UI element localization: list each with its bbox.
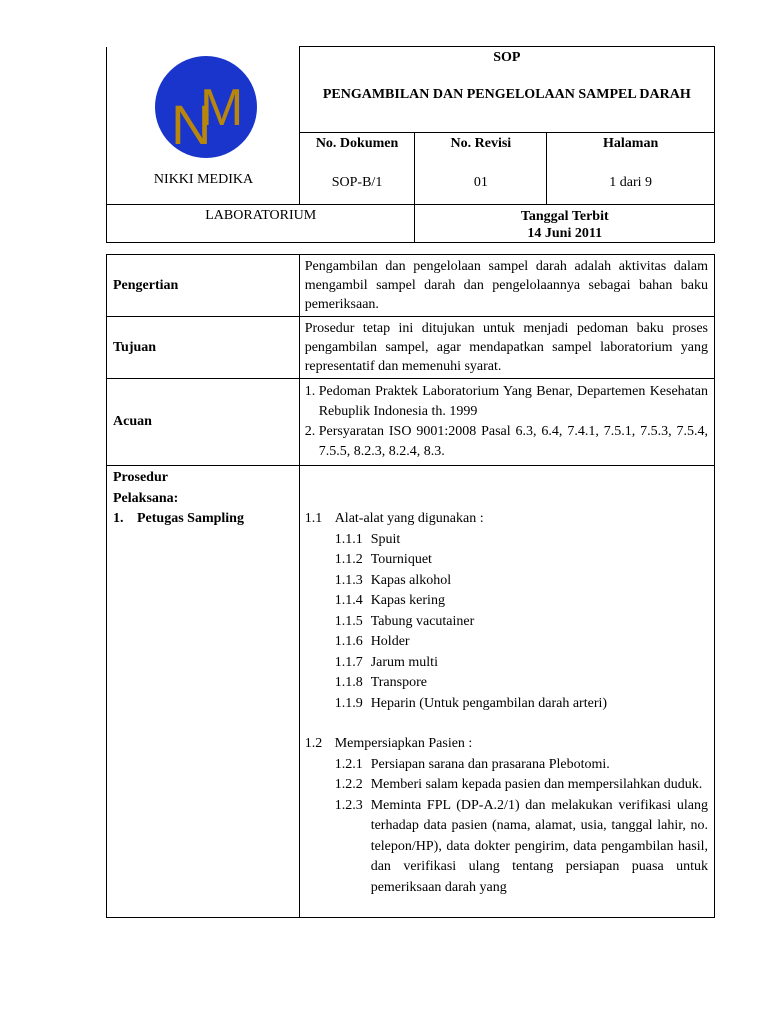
- item-text: Kapas kering: [370, 593, 445, 608]
- item-text: Transpore: [370, 675, 427, 690]
- department: LABORATORIUM: [107, 205, 415, 243]
- logo-letter-n: N: [171, 92, 212, 156]
- issue-date: 14 Juni 2011: [527, 226, 603, 241]
- prosedur-label-1: Prosedur: [113, 470, 168, 485]
- list-item: [335, 755, 708, 776]
- item-num: 1.2.2: [334, 777, 363, 792]
- list-item: [335, 653, 708, 674]
- label-acuan: Acuan: [107, 379, 300, 466]
- page-label: Halaman: [547, 133, 715, 169]
- issue-date-label: Tanggal Terbit: [520, 209, 609, 224]
- item-text: Heparin (Untuk pengambilan darah arteri): [370, 695, 608, 711]
- item-text: Jarum multi: [370, 654, 438, 670]
- row-tujuan: [107, 317, 715, 379]
- label-pengertian: Pengertian: [107, 255, 300, 317]
- item-num: 1.1.7: [334, 654, 363, 670]
- tools-list: [305, 530, 708, 715]
- section-1-2-heading: [305, 734, 708, 755]
- row-acuan: [107, 379, 715, 466]
- list-item: [335, 694, 708, 715]
- list-item: [335, 632, 708, 653]
- list-item: [335, 796, 708, 899]
- section-num: 1.2: [304, 736, 323, 751]
- list-item: [335, 775, 708, 796]
- list-item: [335, 673, 708, 694]
- item-text: Holder: [370, 634, 410, 649]
- text-tujuan: Prosedur tetap ini ditujukan untuk menjadi pedoman baku proses pengambilan sampel, agar mendapatkan sampel laboratorium yang representatif dan memenuhi syarat.: [299, 317, 714, 379]
- item-num: 1.1.2: [334, 552, 363, 567]
- list-text: Pedoman Praktek Laboratorium Yang Benar, Departemen Kesehatan Rebuplik Indonesia th. 1999: [318, 384, 708, 419]
- list-item: [335, 550, 708, 571]
- prosedur-label-2: Pelaksana:: [113, 490, 179, 506]
- section-num: 1.1: [304, 511, 323, 526]
- patient-prep-list: [305, 755, 708, 899]
- label-tujuan: Tujuan: [107, 317, 300, 379]
- issue-date-cell: [415, 205, 715, 243]
- item-num: 1.1.9: [334, 695, 363, 711]
- section-1-1-heading: [305, 509, 708, 530]
- item-num: 1.2.1: [334, 756, 363, 772]
- nikki-medika-logo: [107, 47, 300, 172]
- item-num: 1.1.1: [334, 531, 363, 547]
- rev-no-value: 01: [415, 169, 547, 205]
- label-prosedur: [107, 466, 300, 918]
- item-text: Meminta FPL (DP-A.2/1) dan melakukan verifikasi ulang terhadap data pasien (nama, alamat, usia, tanggal lahir, no. telepon/HP), data dokter pengirim, data pengambilan hasil, dan verifikasi ulang tentang persiapan puasa untuk pemeriksaan darah yang: [370, 797, 708, 895]
- logo-letter-m: M: [200, 78, 244, 137]
- row-prosedur: [107, 466, 715, 918]
- title-cell: [299, 47, 714, 133]
- section-title: Mempersiapkan Pasien :: [334, 736, 473, 751]
- list-num: 2.: [304, 424, 316, 439]
- list-text: Persyaratan ISO 9001:2008 Pasal 6.3, 6.4, 7.4.1, 7.5.1, 7.5.3, 7.5.4, 7.5.5, 8.2.3, 8.2.4, 8.3.: [318, 424, 708, 459]
- content-table: [106, 254, 715, 918]
- row-pengertian: [107, 255, 715, 317]
- page-value: 1 dari 9: [547, 169, 715, 205]
- item-num: 1.1.8: [334, 675, 363, 690]
- header-table: [106, 46, 715, 243]
- sop-label: SOP: [493, 50, 521, 65]
- role-name: Petugas Sampling: [137, 511, 244, 526]
- corner-gap: [106, 44, 286, 46]
- logo-cell: [107, 47, 300, 205]
- item-num: 1.1.3: [334, 572, 363, 588]
- item-num: 1.1.5: [334, 613, 363, 629]
- acuan-list: [299, 379, 714, 466]
- rev-no-label: No. Revisi: [415, 133, 547, 169]
- item-text: Tourniquet: [370, 552, 432, 567]
- item-text: Persiapan sarana dan prasarana Plebotomi.: [370, 756, 610, 772]
- list-item: [305, 422, 708, 462]
- section-title: Alat-alat yang digunakan :: [334, 511, 484, 526]
- list-item: [335, 612, 708, 633]
- doc-no-label: No. Dokumen: [299, 133, 415, 169]
- text-pengertian: Pengambilan dan pengelolaan sampel darah adalah aktivitas dalam mengambil sampel darah dan pengelolaannya sebagai bahan baku pemeriksaan.: [299, 255, 714, 317]
- doc-title: PENGAMBILAN DAN PENGELOLAAN SAMPEL DARAH: [322, 87, 691, 102]
- list-item: [335, 591, 708, 612]
- company-name: NIKKI MEDIKA: [153, 171, 254, 187]
- item-text: Tabung vacutainer: [370, 613, 475, 629]
- item-text: Memberi salam kepada pasien dan mempersilahkan duduk.: [370, 777, 703, 792]
- item-num: 1.1.6: [334, 634, 363, 649]
- list-num: 1.: [304, 384, 316, 399]
- prosedur-content: [299, 466, 714, 918]
- role-num: 1.: [113, 511, 124, 526]
- item-text: Spuit: [370, 531, 401, 547]
- list-item: [335, 530, 708, 551]
- item-num: 1.1.4: [334, 593, 363, 608]
- item-text: Kapas alkohol: [370, 572, 452, 588]
- list-item: [305, 382, 708, 422]
- role-line: [113, 509, 299, 530]
- item-num: 1.2.3: [334, 797, 363, 813]
- list-item: [335, 571, 708, 592]
- doc-no-value: SOP-B/1: [299, 169, 415, 205]
